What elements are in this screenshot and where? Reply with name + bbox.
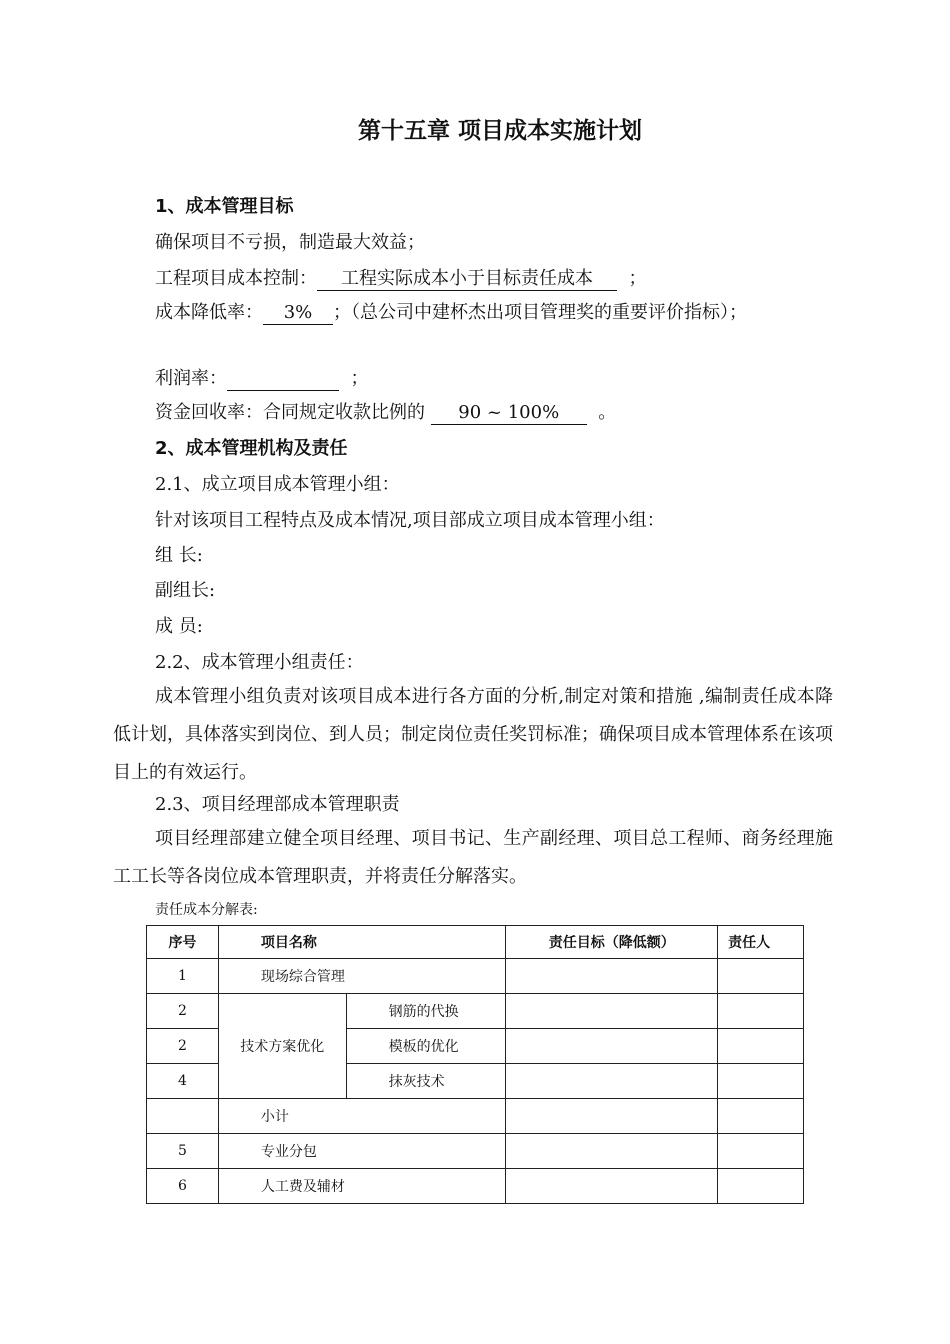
section-2-1-text: 针对该项目工程特点及成本情况,项目部成立项目成本管理小组： [155,510,665,531]
row-name: 模板的优化 [346,1029,506,1064]
row-owner [718,1029,804,1064]
table-row [147,1134,804,1169]
row-target [506,959,718,994]
header-name: 项目名称 [218,926,506,959]
row-target [506,1134,718,1169]
cost-control-value: 工程实际成本小于目标责任成本 [317,268,617,291]
profit-end: ； [350,368,369,389]
recovery-line [155,401,616,425]
section-2-2-text: 成本管理小组负责对该项目成本进行各方面的分析,制定对策和措施 ,编制责任成本降低计划，具体落实到岗位、到人员；制定岗位责任奖罚标准；确保项目成本管理体系在该项目上的有效运行。 [113,686,833,783]
goal-line: 确保项目不亏损，制造最大效益； [155,232,425,253]
cost-control-end: ； [628,268,647,289]
chapter-title: 第十五章 项目成本实施计划 [357,118,642,144]
recovery-label: 资金回收率：合同规定收款比例的 [155,402,425,423]
row-no [147,1099,219,1134]
header-target: 责任目标（降低额） [506,926,718,959]
row-no: 6 [147,1169,219,1204]
recovery-value: 90 ~ 100% [431,402,587,425]
row-owner [718,1064,804,1099]
header-no: 序号 [147,926,219,959]
row-name: 抹灰技术 [346,1064,506,1099]
section-2-2-heading: 2.2、成本管理小组责任： [155,652,364,673]
recovery-end: 。 [598,402,617,423]
cost-control-label: 工程项目成本控制： [155,268,317,289]
cost-reduction-note: ；（总公司中建杯杰出项目管理奖的重要评价指标）； [333,302,747,323]
table-caption: 责任成本分解表: [155,902,258,918]
section-2-heading: 2、成本管理机构及责任 [155,438,348,459]
section-1-heading: 1、成本管理目标 [155,196,294,217]
cost-reduction-value: 3% [263,302,333,325]
section-2-3-heading: 2.3、项目经理部成本管理职责 [155,794,400,815]
cost-reduction-line [155,301,747,325]
row-no: 2 [147,994,219,1029]
table-row [147,1099,804,1134]
row-name: 专业分包 [218,1134,506,1169]
section-2-1-heading: 2.1、成立项目成本管理小组： [155,474,400,495]
profit-label: 利润率： [155,368,227,389]
row-no: 4 [147,1064,219,1099]
section-2-3-text: 项目经理部建立健全项目经理、项目书记、生产副经理、项目总工程师、商务经理施工工长等各岗位成本管理职责，并将责任分解落实。 [113,828,833,887]
profit-line [155,367,368,391]
member-label: 成 员: [155,616,203,637]
vice-leader-label: 副组长: [155,580,216,601]
cost-breakdown-table [146,925,804,1204]
row-target [506,994,718,1029]
row-owner [718,1099,804,1134]
row-target [506,1029,718,1064]
row-name: 钢筋的代换 [346,994,506,1029]
subtotal-label: 小计 [218,1099,506,1134]
row-name: 人工费及辅材 [218,1169,506,1204]
row-target [506,1099,718,1134]
cost-reduction-label: 成本降低率： [155,302,263,323]
table-row [147,1169,804,1204]
table-header-row [147,926,804,959]
row-target [506,1064,718,1099]
table-row [147,994,804,1029]
row-name: 现场综合管理 [218,959,506,994]
row-owner [718,1134,804,1169]
row-no: 1 [147,959,219,994]
profit-blank [227,368,339,391]
row-target [506,1169,718,1204]
table-row [147,959,804,994]
row-owner [718,959,804,994]
row-no: 2 [147,1029,219,1064]
header-owner: 责任人 [718,926,804,959]
leader-label: 组 长: [155,545,203,566]
group-name: 技术方案优化 [218,994,346,1099]
cost-control-line [155,267,646,291]
row-owner [718,994,804,1029]
row-no: 5 [147,1134,219,1169]
row-owner [718,1169,804,1204]
